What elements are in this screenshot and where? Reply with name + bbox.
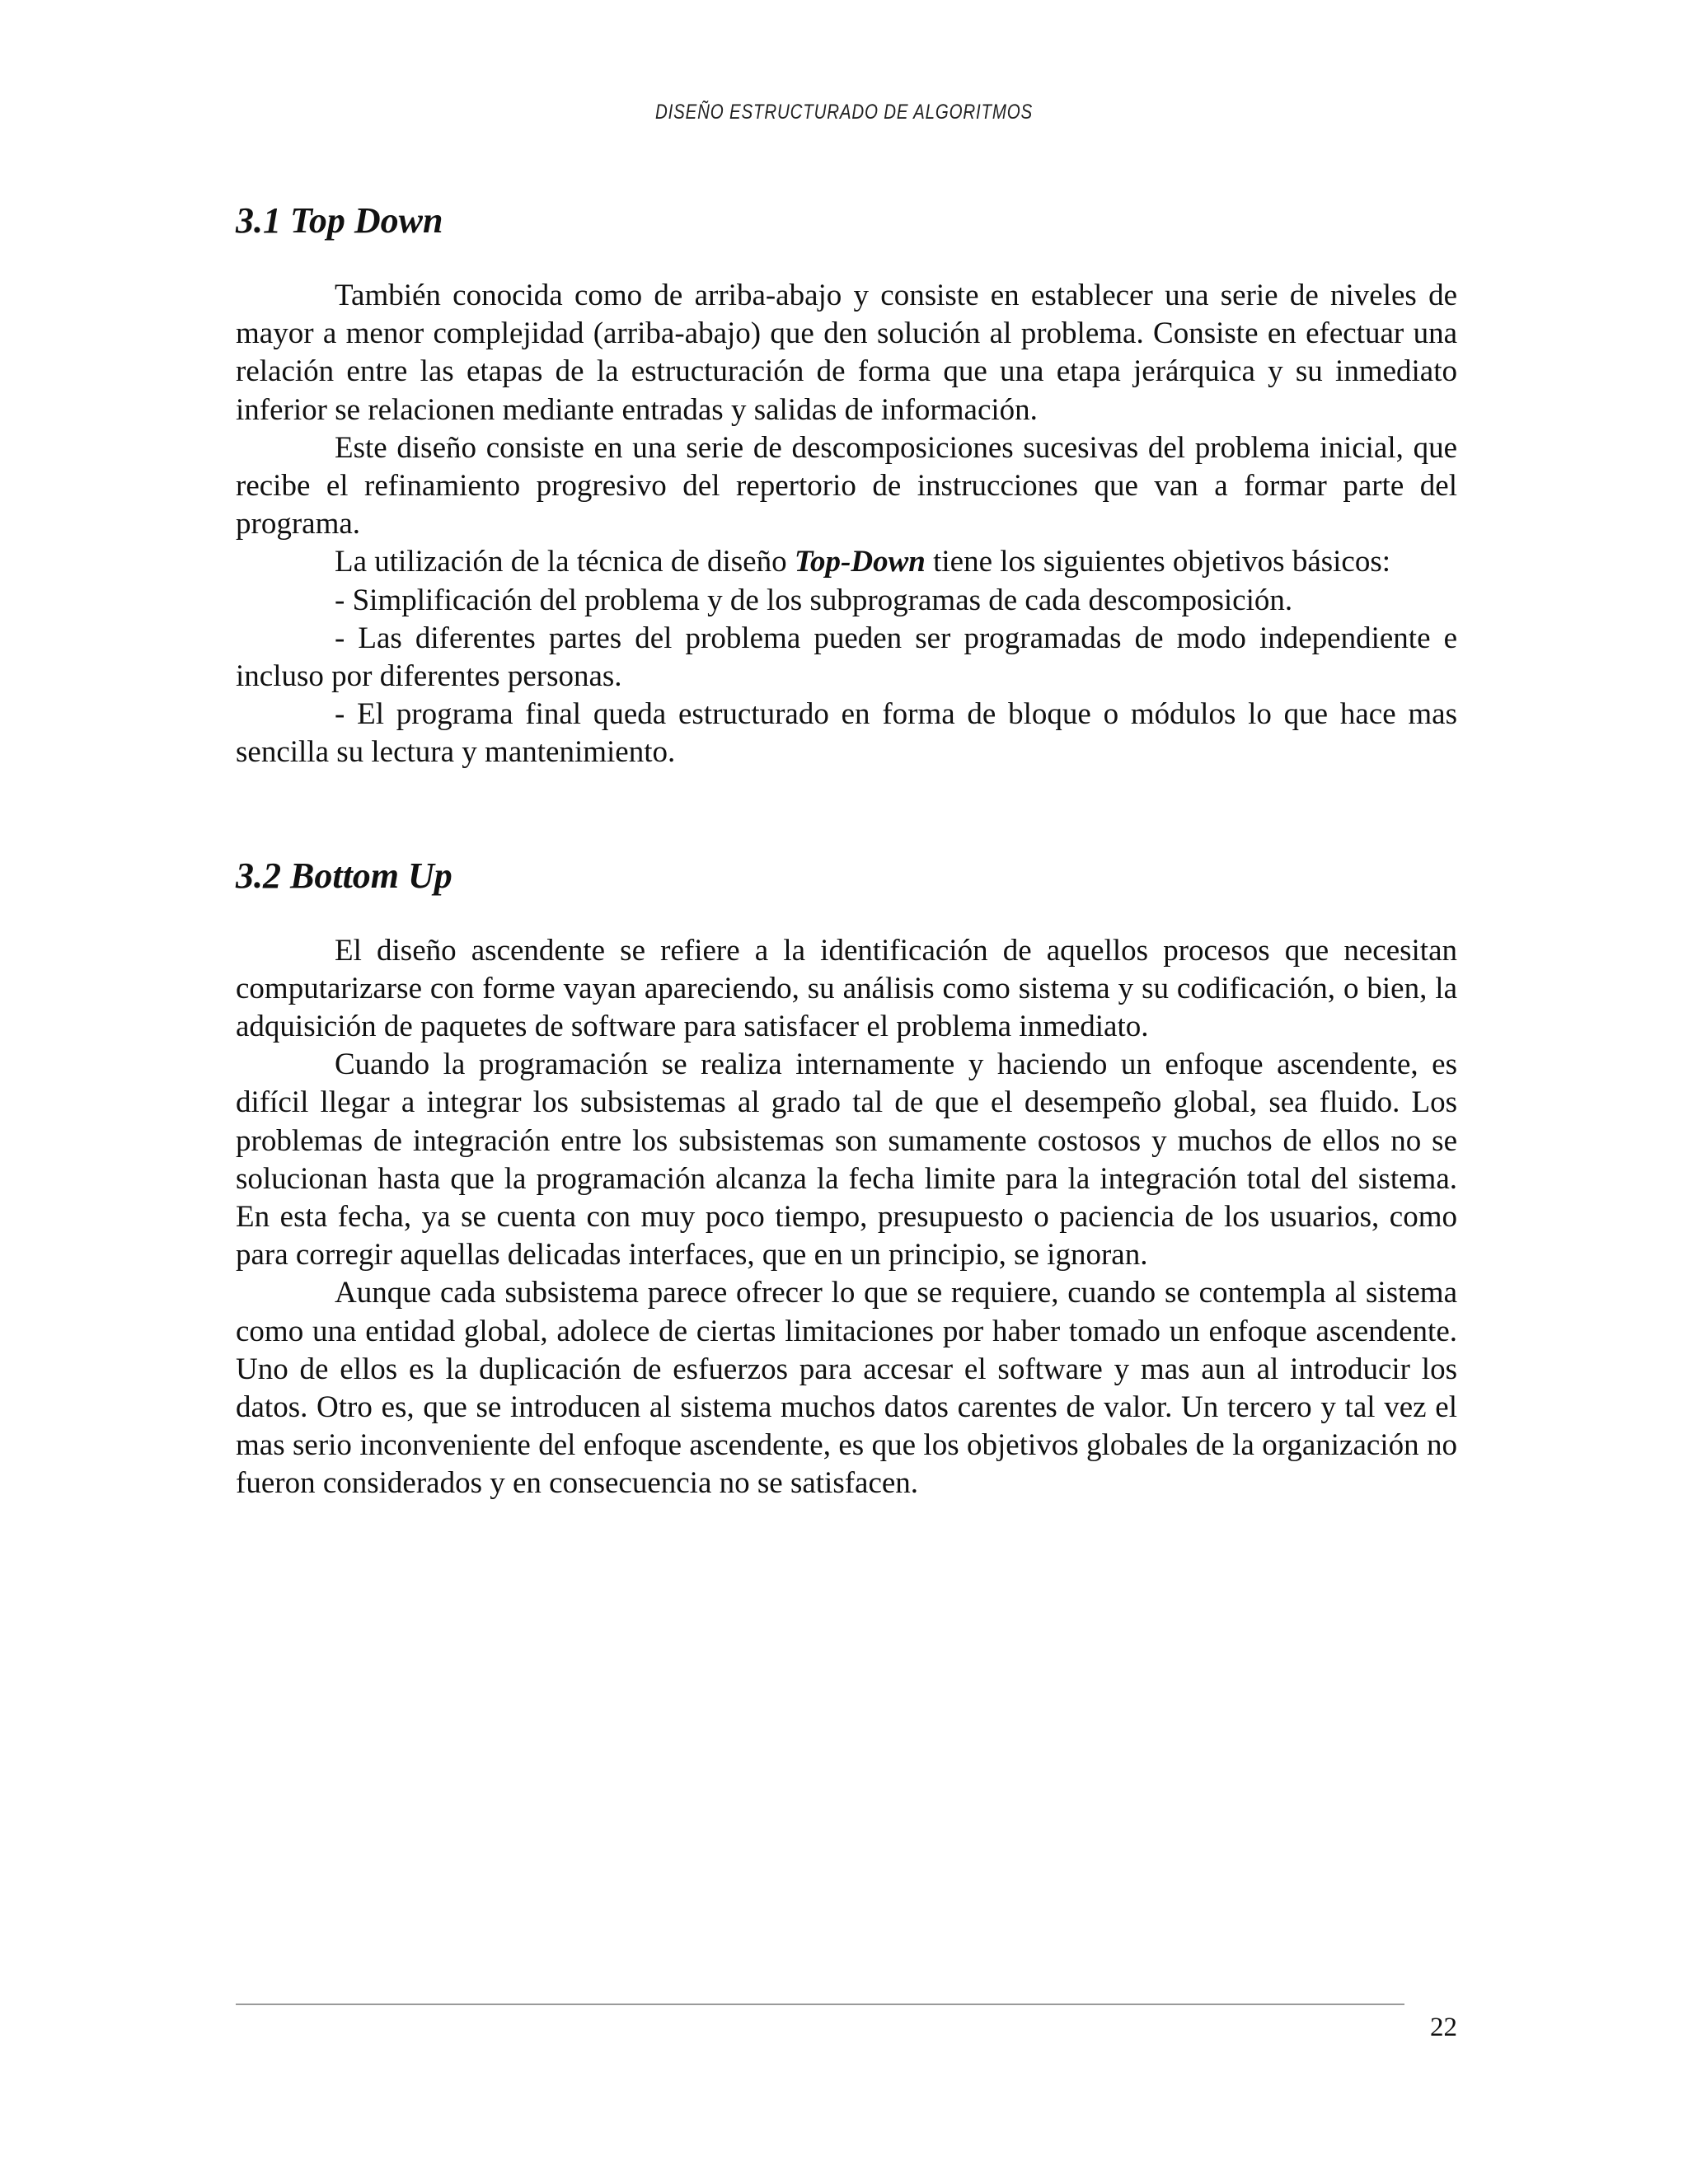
list-item: - Las diferentes partes del problema pueden ser programadas de modo independiente e incluso por diferentes personas.	[236, 621, 1457, 694]
running-header: DISEÑO ESTRUCTURADO DE ALGORITMOS	[655, 101, 1033, 124]
page-number: 22	[1430, 2013, 1457, 2042]
section-title-top-down: 3.1 Top Down	[236, 200, 443, 241]
paragraph	[236, 543, 1457, 581]
paragraph-text: La utilización de la técnica de diseño	[335, 545, 795, 579]
paragraph: El diseño ascendente se refiere a la identificación de aquellos procesos que necesitan computarizarse con forme vayan apareciendo, su análisis como sistema y su codificación, o bien, la adquisición de paquetes de software para satisfacer el problema inmediato.	[236, 933, 1457, 1044]
paragraph: También conocida como de arriba-abajo y consiste en establecer una serie de niveles de mayor a menor complejidad (arriba-abajo) que den solución al problema. Consiste en efectuar una relación entre las etapas de la estructuración de forma que una etapa jerárquica y su inmediato inferior se relacionen mediante entradas y salidas de información.	[236, 279, 1457, 427]
paragraph: Cuando la programación se realiza internamente y haciendo un enfoque ascendente, es difícil llegar a integrar los subsistemas al grado tal de que el desempeño global, sea fluido. Los problemas de integración entre los subsistemas son sumamente costosos y muchos de ellos no se solucionan hasta que la programación alcanza la fecha limite para la integración total del sistema. En esta fecha, ya se cuenta con muy poco tiempo, presupuesto o paciencia de los usuarios, como para corregir aquellas delicadas interfaces, que en un principio, se ignoran.	[236, 1047, 1457, 1272]
list-item: - Simplificación del problema y de los subprogramas de cada descomposición.	[335, 583, 1293, 617]
paragraph: Aunque cada subsistema parece ofrecer lo que se requiere, cuando se contempla al sistema como una entidad global, adolece de ciertas limitaciones por haber tomado un enfoque ascendente. Uno de ellos es la duplicación de esfuerzos para accesar el software y mas aun al introducir los datos. Otro es, que se introducen al sistema muchos datos carentes de valor. Un tercero y tal vez el mas serio inconveniente del enfoque ascendente, es que los objetivos globales de la organización no fueron considerados y en consecuencia no se satisfacen.	[236, 1276, 1457, 1501]
paragraph-text: tiene los siguientes objetivos básicos:	[925, 545, 1391, 579]
section-title-bottom-up: 3.2 Bottom Up	[236, 855, 452, 896]
section-body-top-down	[236, 277, 1457, 772]
page-content	[236, 196, 1457, 1503]
footer-rule	[236, 2004, 1404, 2005]
list-item: - El programa final queda estructurado en forma de bloque o módulos lo que hace mas sencilla su lectura y mantenimiento.	[236, 697, 1457, 770]
section-body-bottom-up	[236, 932, 1457, 1503]
paragraph: Este diseño consiste en una serie de descomposiciones sucesivas del problema inicial, que recibe el refinamiento progresivo del repertorio de instrucciones que van a formar parte del programa.	[236, 430, 1457, 541]
emphasis-top-down: Top-Down	[794, 545, 926, 579]
